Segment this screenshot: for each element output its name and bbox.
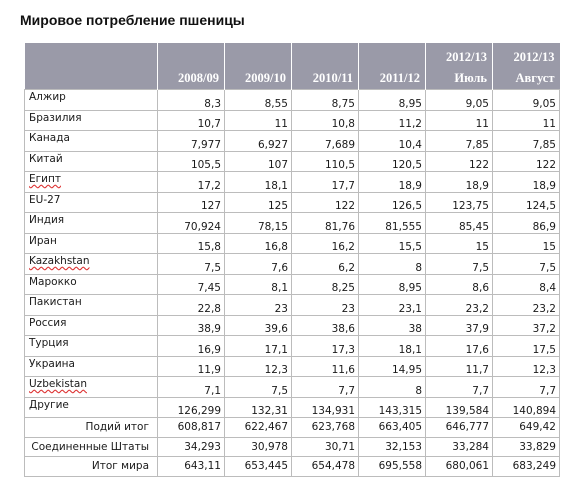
value-cell: 7,5 — [158, 254, 225, 275]
table-row — [25, 213, 560, 234]
value-cell: 7,45 — [158, 274, 225, 295]
value-cell: 132,31 — [225, 397, 292, 418]
header-cell: 2010/11 — [292, 69, 359, 90]
row-label: Канада — [25, 131, 158, 152]
value-cell: 30,71 — [292, 437, 359, 457]
header-cell: 2009/10 — [225, 69, 292, 90]
row-label: EU-27 — [25, 192, 158, 213]
value-cell: 8,25 — [292, 274, 359, 295]
value-cell: 8,4 — [493, 274, 560, 295]
value-cell: 126,5 — [359, 192, 426, 213]
value-cell: 7,85 — [493, 131, 560, 152]
value-cell: 16,2 — [292, 233, 359, 254]
table-row — [25, 172, 560, 193]
row-label: Другие — [25, 397, 158, 418]
value-cell: 608,817 — [158, 418, 225, 438]
value-cell: 134,931 — [292, 397, 359, 418]
value-cell: 38,6 — [292, 315, 359, 336]
value-cell: 17,2 — [158, 172, 225, 193]
value-cell: 23 — [292, 295, 359, 316]
value-cell: 34,293 — [158, 437, 225, 457]
value-cell: 81,555 — [359, 213, 426, 234]
row-label: Uzbekistan — [25, 377, 158, 398]
value-cell: 105,5 — [158, 151, 225, 172]
value-cell: 38,9 — [158, 315, 225, 336]
value-cell: 23 — [225, 295, 292, 316]
row-label: Бразилия — [25, 110, 158, 131]
value-cell: 15,8 — [158, 233, 225, 254]
value-cell: 127 — [158, 192, 225, 213]
value-cell: 16,8 — [225, 233, 292, 254]
value-cell: 623,768 — [292, 418, 359, 438]
table-row — [25, 457, 560, 477]
row-label: Итог мира — [25, 457, 158, 477]
value-cell: 120,5 — [359, 151, 426, 172]
value-cell: 7,7 — [292, 377, 359, 398]
value-cell: 18,1 — [225, 172, 292, 193]
row-label: Египт — [25, 172, 158, 193]
value-cell: 22,8 — [158, 295, 225, 316]
value-cell: 12,3 — [225, 356, 292, 377]
table-row — [25, 315, 560, 336]
value-cell: 32,153 — [359, 437, 426, 457]
table-row — [25, 336, 560, 357]
value-cell: 139,584 — [426, 397, 493, 418]
value-cell: 7,1 — [158, 377, 225, 398]
row-label: Алжир — [25, 90, 158, 111]
value-cell: 9,05 — [426, 90, 493, 111]
header-cell — [25, 43, 158, 69]
value-cell: 38 — [359, 315, 426, 336]
table-row — [25, 110, 560, 131]
table-body — [25, 90, 560, 477]
value-cell: 11 — [426, 110, 493, 131]
value-cell: 6,927 — [225, 131, 292, 152]
table-row — [25, 274, 560, 295]
value-cell: 37,9 — [426, 315, 493, 336]
header-cell: Июль — [426, 69, 493, 90]
table-row — [25, 356, 560, 377]
value-cell: 11,7 — [426, 356, 493, 377]
value-cell: 11 — [493, 110, 560, 131]
value-cell: 12,3 — [493, 356, 560, 377]
row-label: Украина — [25, 356, 158, 377]
value-cell: 30,978 — [225, 437, 292, 457]
table-row — [25, 254, 560, 275]
header-cell — [292, 43, 359, 69]
value-cell: 15 — [493, 233, 560, 254]
value-cell: 8,75 — [292, 90, 359, 111]
value-cell: 107 — [225, 151, 292, 172]
value-cell: 11,2 — [359, 110, 426, 131]
value-cell: 646,777 — [426, 418, 493, 438]
header-cell — [158, 43, 225, 69]
value-cell: 39,6 — [225, 315, 292, 336]
value-cell: 8 — [359, 377, 426, 398]
value-cell: 33,829 — [493, 437, 560, 457]
value-cell: 18,9 — [426, 172, 493, 193]
value-cell: 17,5 — [493, 336, 560, 357]
value-cell: 8,55 — [225, 90, 292, 111]
table-row — [25, 233, 560, 254]
value-cell: 81,76 — [292, 213, 359, 234]
value-cell: 622,467 — [225, 418, 292, 438]
row-label: Россия — [25, 315, 158, 336]
value-cell: 70,924 — [158, 213, 225, 234]
table-row — [25, 192, 560, 213]
header-cell: Август — [493, 69, 560, 90]
value-cell: 7,85 — [426, 131, 493, 152]
value-cell: 37,2 — [493, 315, 560, 336]
row-label: Подий итог — [25, 418, 158, 438]
value-cell: 643,11 — [158, 457, 225, 477]
value-cell: 23,2 — [493, 295, 560, 316]
value-cell: 7,7 — [426, 377, 493, 398]
value-cell: 653,445 — [225, 457, 292, 477]
value-cell: 8 — [359, 254, 426, 275]
header-cell — [225, 43, 292, 69]
value-cell: 18,9 — [493, 172, 560, 193]
row-label: Марокко — [25, 274, 158, 295]
value-cell: 695,558 — [359, 457, 426, 477]
value-cell: 126,299 — [158, 397, 225, 418]
value-cell: 8,1 — [225, 274, 292, 295]
value-cell: 140,894 — [493, 397, 560, 418]
value-cell: 15,5 — [359, 233, 426, 254]
value-cell: 10,4 — [359, 131, 426, 152]
value-cell: 654,478 — [292, 457, 359, 477]
header-cell: 2011/12 — [359, 69, 426, 90]
value-cell: 11 — [225, 110, 292, 131]
header-cell: 2012/13 — [493, 43, 560, 69]
row-label: Пакистан — [25, 295, 158, 316]
table-row — [25, 90, 560, 111]
table-row — [25, 397, 560, 418]
value-cell: 10,7 — [158, 110, 225, 131]
value-cell: 8,95 — [359, 90, 426, 111]
wheat-consumption-table — [24, 43, 560, 477]
value-cell: 7,977 — [158, 131, 225, 152]
value-cell: 122 — [292, 192, 359, 213]
value-cell: 14,95 — [359, 356, 426, 377]
table-header — [25, 43, 560, 90]
value-cell: 8,6 — [426, 274, 493, 295]
header-row-top — [25, 43, 560, 69]
table-row — [25, 437, 560, 457]
value-cell: 663,405 — [359, 418, 426, 438]
value-cell: 10,8 — [292, 110, 359, 131]
value-cell: 8,95 — [359, 274, 426, 295]
value-cell: 7,5 — [426, 254, 493, 275]
value-cell: 680,061 — [426, 457, 493, 477]
value-cell: 33,284 — [426, 437, 493, 457]
value-cell: 17,3 — [292, 336, 359, 357]
header-row-bottom — [25, 69, 560, 90]
table-row — [25, 131, 560, 152]
table-row — [25, 418, 560, 438]
value-cell: 125 — [225, 192, 292, 213]
value-cell: 649,42 — [493, 418, 560, 438]
value-cell: 11,6 — [292, 356, 359, 377]
value-cell: 124,5 — [493, 192, 560, 213]
value-cell: 143,315 — [359, 397, 426, 418]
value-cell: 23,2 — [426, 295, 493, 316]
header-cell: 2008/09 — [158, 69, 225, 90]
value-cell: 6,2 — [292, 254, 359, 275]
row-label: Турция — [25, 336, 158, 357]
header-cell — [359, 43, 426, 69]
value-cell: 23,1 — [359, 295, 426, 316]
value-cell: 17,7 — [292, 172, 359, 193]
table-row — [25, 151, 560, 172]
row-label: Соединенные Штаты — [25, 437, 158, 457]
value-cell: 11,9 — [158, 356, 225, 377]
value-cell: 18,1 — [359, 336, 426, 357]
value-cell: 18,9 — [359, 172, 426, 193]
value-cell: 7,6 — [225, 254, 292, 275]
value-cell: 17,6 — [426, 336, 493, 357]
table-row — [25, 377, 560, 398]
value-cell: 17,1 — [225, 336, 292, 357]
value-cell: 7,5 — [225, 377, 292, 398]
table-row — [25, 295, 560, 316]
header-cell: 2012/13 — [426, 43, 493, 69]
row-label: Иран — [25, 233, 158, 254]
value-cell: 78,15 — [225, 213, 292, 234]
page-title: Мировое потребление пшеницы — [20, 12, 245, 28]
value-cell: 16,9 — [158, 336, 225, 357]
value-cell: 122 — [426, 151, 493, 172]
value-cell: 15 — [426, 233, 493, 254]
value-cell: 8,3 — [158, 90, 225, 111]
value-cell: 7,5 — [493, 254, 560, 275]
row-label: Kazakhstan — [25, 254, 158, 275]
value-cell: 86,9 — [493, 213, 560, 234]
header-cell — [25, 69, 158, 90]
row-label: Индия — [25, 213, 158, 234]
row-label: Китай — [25, 151, 158, 172]
value-cell: 85,45 — [426, 213, 493, 234]
value-cell: 7,689 — [292, 131, 359, 152]
value-cell: 122 — [493, 151, 560, 172]
value-cell: 7,7 — [493, 377, 560, 398]
value-cell: 123,75 — [426, 192, 493, 213]
value-cell: 683,249 — [493, 457, 560, 477]
value-cell: 110,5 — [292, 151, 359, 172]
value-cell: 9,05 — [493, 90, 560, 111]
